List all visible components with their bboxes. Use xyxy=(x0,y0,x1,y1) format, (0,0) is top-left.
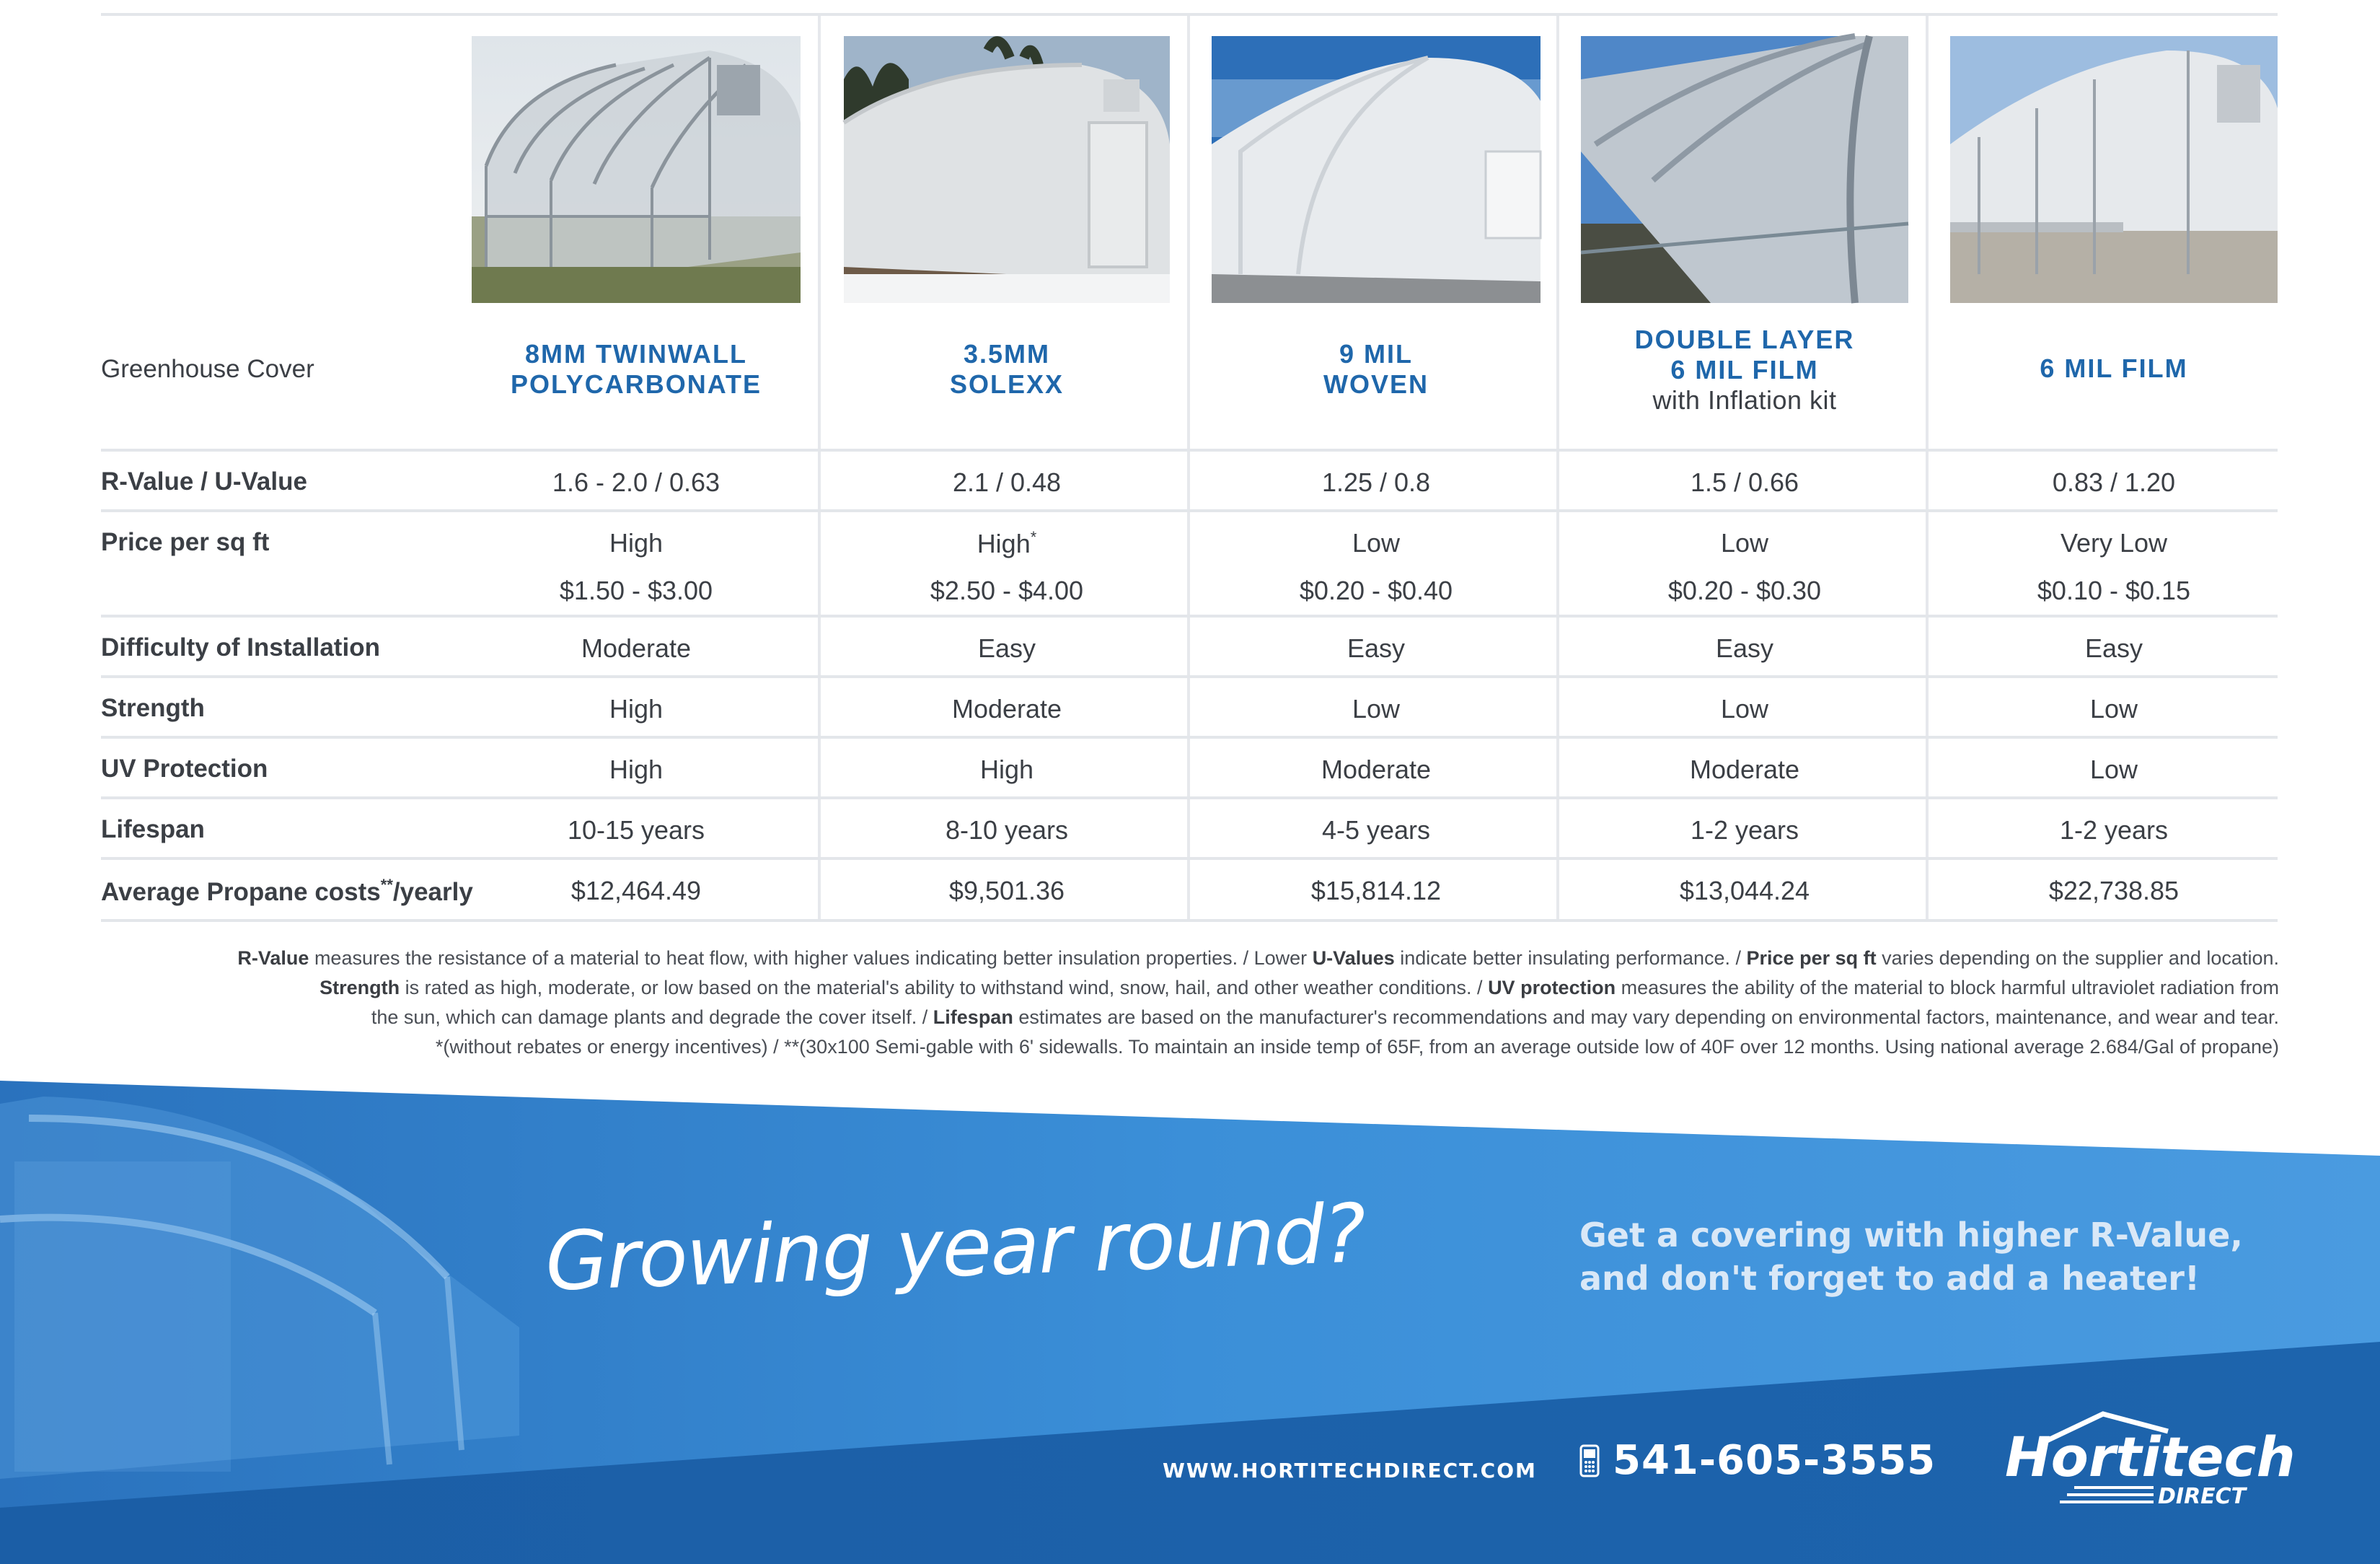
table-row-lifespan xyxy=(101,799,2278,860)
cover-name-line1: 8MM TWINWALL xyxy=(525,339,747,369)
table-cell: High xyxy=(609,755,664,784)
table-cell: Easy xyxy=(977,633,1036,663)
phone-contact[interactable] xyxy=(1579,1437,1936,1484)
footnote-mark: * xyxy=(1030,528,1037,546)
row-label: Price per sq ft xyxy=(101,528,270,556)
phone-icon xyxy=(1579,1444,1600,1477)
table-cell: High xyxy=(979,755,1034,784)
cover-double-layer-film xyxy=(1581,325,1908,416)
table-row-price xyxy=(101,512,2278,618)
footnote-line xyxy=(108,944,2279,973)
footnote-term: U-Values xyxy=(1312,947,1395,969)
footnote-text: *(without rebates or energy incentives) / **(30x100 Semi-gable with 6' sidewalls. To maintain an inside temp of 65F, from an average outside low of 40F over 12 months. Using national average 2.684/Gal of propane) xyxy=(435,1036,2279,1058)
row-label xyxy=(101,876,473,907)
table-row-propane xyxy=(101,860,2278,922)
price-range: $0.20 - $0.40 xyxy=(1299,576,1453,605)
footnote-line xyxy=(108,1003,2279,1032)
cover-subtitle: with Inflation kit xyxy=(1652,385,1837,415)
price-level: Very Low xyxy=(2060,528,2168,558)
price-level xyxy=(844,528,1170,559)
footnote-term: Strength xyxy=(319,977,400,998)
table-cell: Easy xyxy=(2084,633,2143,663)
table-cell: Moderate xyxy=(951,694,1062,724)
row-label: UV Protection xyxy=(101,755,268,783)
table-cell: Moderate xyxy=(581,633,692,663)
table-row-rvalue xyxy=(101,452,2278,512)
table-cell: Low xyxy=(1352,694,1401,724)
table-cell: Moderate xyxy=(1689,755,1800,784)
cover-solexx xyxy=(844,339,1170,400)
row-label-main: Average Propane costs xyxy=(101,878,381,906)
cover-woven xyxy=(1212,339,1541,400)
footnote-mark: ** xyxy=(380,876,393,894)
solexx-greenhouse-photo xyxy=(844,36,1170,303)
footnotes xyxy=(108,944,2279,1062)
table-cell: $22,738.85 xyxy=(2048,876,2180,905)
footnote-text: is rated as high, moderate, or low based on the material's ability to withstand wind, snow, hail, and other weather conditions. / xyxy=(400,977,1489,998)
table-cell: 0.83 / 1.20 xyxy=(2052,467,2176,497)
footnote-text: indicate better insulating performance. / xyxy=(1394,947,1747,969)
table-cell: $13,044.24 xyxy=(1679,876,1810,905)
table-cell: $12,464.49 xyxy=(570,876,702,905)
footnote-text: estimates are based on the manufacturer's recommendations and may vary depending on environmental factors, maintenance, and wear and tear. xyxy=(1013,1006,2279,1028)
price-level: Low xyxy=(1352,528,1401,558)
table-cell: $9,501.36 xyxy=(948,876,1065,905)
footnote-text: the sun, which can damage plants and degrade the cover itself. / xyxy=(371,1006,933,1028)
greenhouse-cover-label: Greenhouse Cover xyxy=(101,355,314,383)
table-cell: Low xyxy=(1720,694,1769,724)
table-row-strength xyxy=(101,678,2278,739)
row-label: Lifespan xyxy=(101,815,205,843)
table-cell: Easy xyxy=(1715,633,1774,663)
table-cell: Low xyxy=(2089,694,2138,724)
table-cell: $15,814.12 xyxy=(1310,876,1442,905)
table-row-uv xyxy=(101,739,2278,799)
hortitech-logo xyxy=(2002,1407,2296,1515)
cover-name-line2: POLYCARBONATE xyxy=(510,369,762,399)
double-layer-film-greenhouse-photo xyxy=(1581,36,1908,303)
phone-number: 541-605-3555 xyxy=(1613,1437,1936,1484)
footnote-text: measures the ability of the material to block harmful ultraviolet radiation from xyxy=(1616,977,2279,998)
table-cell: 4-5 years xyxy=(1321,815,1431,845)
footnote-line xyxy=(108,973,2279,1003)
row-label-tail: /yearly xyxy=(392,878,473,906)
website-link[interactable]: WWW.HORTITECHDIRECT.COM xyxy=(1163,1459,1537,1482)
table-cell: 1.6 - 2.0 / 0.63 xyxy=(552,467,720,497)
tagline-line2: and don't forget to add a heater! xyxy=(1579,1259,2200,1298)
price-range: $1.50 - $3.00 xyxy=(559,576,713,605)
price-level: High xyxy=(609,528,664,558)
cover-name-line2: WOVEN xyxy=(1323,369,1429,399)
cover-polycarbonate xyxy=(472,339,801,400)
footnote-term: Lifespan xyxy=(933,1006,1013,1028)
table-row-difficulty xyxy=(101,618,2278,678)
polycarbonate-greenhouse-photo xyxy=(472,36,801,303)
footnote-line xyxy=(108,1032,2279,1062)
price-range: $0.10 - $0.15 xyxy=(2037,576,2191,605)
cover-name-line1: 6 MIL FILM xyxy=(2040,353,2188,383)
table-cell: 2.1 / 0.48 xyxy=(952,467,1062,497)
table-cell: 1-2 years xyxy=(2059,815,2169,845)
row-label: R-Value / U-Value xyxy=(101,467,307,496)
footnote-text: measures the resistance of a material to heat flow, with higher values indicating better insulation properties. / Lower xyxy=(309,947,1313,969)
cover-six-mil-film xyxy=(1950,353,2278,384)
table-cell: 1.25 / 0.8 xyxy=(1321,467,1431,497)
cover-name-line2: SOLEXX xyxy=(949,369,1065,399)
slogan: Growing year round? xyxy=(544,1187,1367,1309)
price-range: $2.50 - $4.00 xyxy=(930,576,1084,605)
footnote-text: varies depending on the supplier and location. xyxy=(1876,947,2279,969)
row-label: Strength xyxy=(101,694,205,722)
logo-subtitle: DIRECT xyxy=(2158,1484,2247,1509)
row-label: Difficulty of Installation xyxy=(101,633,380,662)
logo-wordmark: Hortitech xyxy=(2005,1425,2296,1489)
tagline-line1: Get a covering with higher R-Value, xyxy=(1579,1216,2243,1255)
footnote-term: Price per sq ft xyxy=(1746,947,1877,969)
cover-name-line1: DOUBLE LAYER xyxy=(1634,325,1855,354)
price-range: $0.20 - $0.30 xyxy=(1667,576,1822,605)
tagline xyxy=(1579,1213,2243,1300)
cover-name-line1: 3.5MM xyxy=(963,339,1051,369)
table-cell: High xyxy=(609,694,664,724)
table-cell: 10-15 years xyxy=(567,815,705,845)
table-cell: 1.5 / 0.66 xyxy=(1690,467,1799,497)
footnote-term: R-Value xyxy=(237,947,309,969)
price-level: Low xyxy=(1720,528,1769,558)
table-cell: 8-10 years xyxy=(945,815,1069,845)
price-level-text: High xyxy=(977,529,1031,558)
table-cell: Moderate xyxy=(1321,755,1432,784)
table-cell: 1-2 years xyxy=(1690,815,1799,845)
cover-name-line2: 6 MIL FILM xyxy=(1670,355,1819,385)
cover-name-line1: 9 MIL xyxy=(1339,339,1413,369)
woven-greenhouse-photo xyxy=(1212,36,1541,303)
six-mil-film-greenhouse-photo xyxy=(1950,36,2278,303)
table-cell: Low xyxy=(2089,755,2138,784)
table-cell: Easy xyxy=(1347,633,1406,663)
footnote-term: UV protection xyxy=(1488,977,1616,998)
